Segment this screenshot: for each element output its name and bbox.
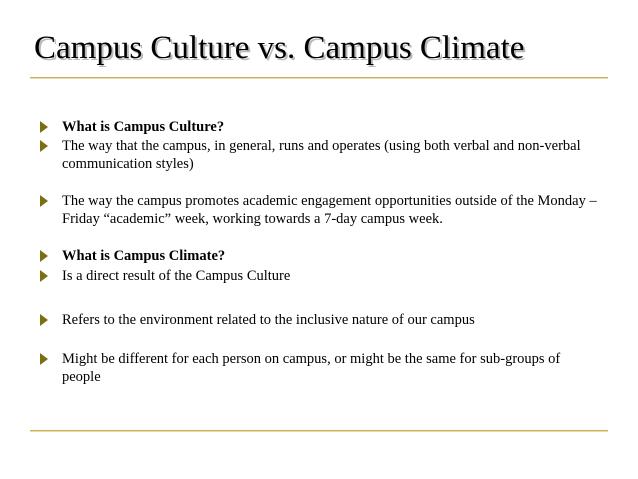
triangle-bullet-icon [40, 140, 48, 152]
bullet-text: The way that the campus, in general, runs and operates (using both verbal and non-verbal communication styles) [62, 138, 581, 172]
triangle-bullet-icon [40, 250, 48, 262]
slide-title: Campus Culture vs. Campus Climate [34, 30, 525, 66]
bullet-text: What is Campus Culture? [62, 119, 225, 135]
triangle-bullet-icon [40, 314, 48, 326]
bullet-text: The way the campus promotes academic engagement opportunities outside of the Monday – Friday “academic” week, working towards a 7-day campus week. [62, 193, 597, 227]
triangle-bullet-icon [40, 270, 48, 282]
bullet-text: Might be different for each person on campus, or might be the same for sub-groups of people [62, 351, 561, 385]
triangle-bullet-icon [40, 121, 48, 133]
bullet-text: Refers to the environment related to the inclusive nature of our campus [62, 312, 475, 328]
bullet-text: What is Campus Climate? [62, 248, 226, 264]
triangle-bullet-icon [40, 195, 48, 207]
triangle-bullet-icon [40, 353, 48, 365]
title-divider [30, 77, 608, 79]
bullet-text: Is a direct result of the Campus Culture [62, 268, 291, 284]
footer-divider [30, 430, 608, 432]
